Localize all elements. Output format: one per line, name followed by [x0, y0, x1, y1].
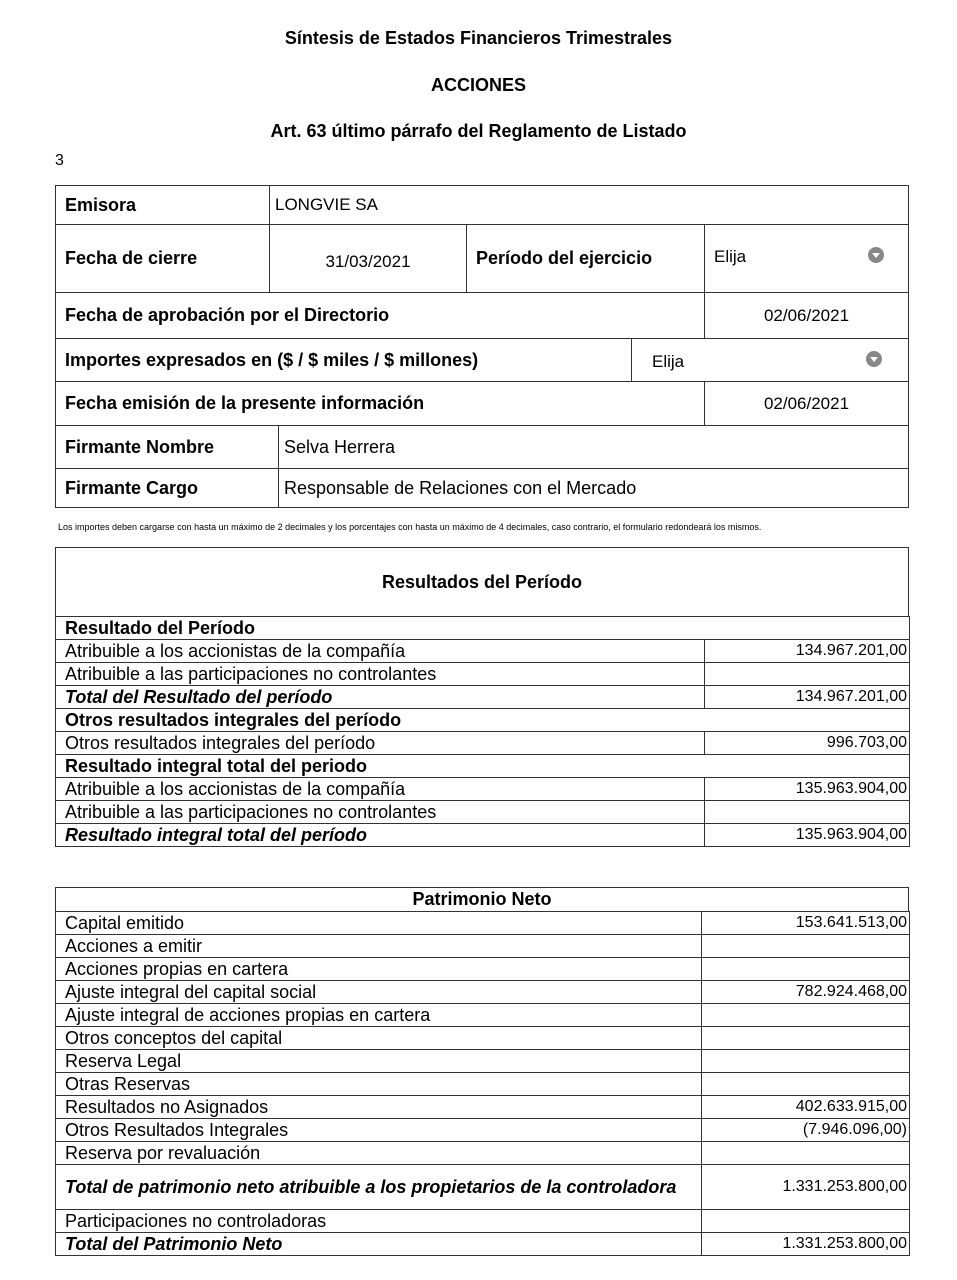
fecha-cierre-label: Fecha de cierre	[55, 224, 270, 293]
table-row	[56, 1027, 910, 1050]
row-label: Otras Reservas	[56, 1073, 702, 1096]
table-row	[56, 1233, 910, 1256]
chevron-down-icon[interactable]	[866, 351, 882, 367]
row-value[interactable]	[702, 1027, 910, 1050]
table-row	[56, 801, 910, 824]
fecha-cierre-field[interactable]: 31/03/2021	[269, 224, 467, 293]
row-label: Atribuible a los accionistas de la compañía	[56, 778, 705, 801]
fecha-emision-label: Fecha emisión de la presente información	[55, 381, 705, 426]
table-row	[56, 824, 910, 847]
row-value[interactable]: 1.331.253.800,00	[702, 1233, 910, 1256]
table-row	[56, 1210, 910, 1233]
document-subtitle: ACCIONES	[430, 75, 526, 95]
table-row	[56, 732, 910, 755]
row-value[interactable]	[702, 1004, 910, 1027]
firmante-nombre-label: Firmante Nombre	[55, 425, 279, 469]
importes-dropdown-value: Elija	[652, 352, 685, 371]
row-label: Acciones a emitir	[56, 935, 702, 958]
periodo-dropdown-value: Elija	[714, 247, 747, 266]
row-value[interactable]: 153.641.513,00	[702, 912, 910, 935]
chevron-down-icon[interactable]	[868, 247, 884, 263]
table-row	[56, 981, 910, 1004]
emisora-label: Emisora	[55, 185, 270, 225]
row-label: Reserva Legal	[56, 1050, 702, 1073]
row-label: Otros resultados integrales del período	[56, 732, 705, 755]
row-label: Atribuible a las participaciones no controlantes	[56, 663, 705, 686]
periodo-dropdown[interactable]	[704, 224, 909, 293]
regulation-reference: Art. 63 último párrafo del Reglamento de Listado	[270, 121, 687, 141]
table-row	[56, 935, 910, 958]
row-value[interactable]	[702, 958, 910, 981]
row-label: Total de patrimonio neto atribuible a los propietarios de la controladora	[56, 1165, 702, 1210]
firmante-nombre-field[interactable]: Selva Herrera	[278, 425, 909, 469]
importes-dropdown[interactable]	[631, 338, 909, 382]
row-label: Reserva por revaluación	[56, 1142, 702, 1165]
row-label: Total del Patrimonio Neto	[56, 1233, 702, 1256]
resultados-table	[55, 616, 910, 847]
table-row	[56, 1165, 910, 1210]
row-value[interactable]: 134.967.201,00	[705, 686, 910, 709]
row-value[interactable]	[702, 1050, 910, 1073]
table-row	[56, 1073, 910, 1096]
table-row	[56, 1096, 910, 1119]
table-row	[56, 1119, 910, 1142]
row-value[interactable]	[705, 801, 910, 824]
row-label: Resultado integral total del período	[56, 824, 705, 847]
row-value[interactable]: 1.331.253.800,00	[702, 1165, 910, 1210]
row-label: Atribuible a las participaciones no controlantes	[56, 801, 705, 824]
row-value[interactable]: 134.967.201,00	[705, 640, 910, 663]
row-label: Ajuste integral del capital social	[56, 981, 702, 1004]
table-row	[56, 640, 910, 663]
row-value[interactable]: 996.703,00	[705, 732, 910, 755]
row-value[interactable]	[705, 663, 910, 686]
firmante-cargo-label: Firmante Cargo	[55, 468, 279, 508]
row-label: Acciones propias en cartera	[56, 958, 702, 981]
patrimonio-title: Patrimonio Neto	[55, 887, 909, 912]
row-value[interactable]: 402.633.915,00	[702, 1096, 910, 1119]
page-number: 3	[55, 152, 64, 169]
document-title: Síntesis de Estados Financieros Trimestrales	[284, 28, 673, 48]
row-label: Ajuste integral de acciones propias en cartera	[56, 1004, 702, 1027]
table-row	[56, 709, 910, 732]
table-row	[56, 686, 910, 709]
row-value[interactable]	[702, 1210, 910, 1233]
fecha-aprobacion-field[interactable]: 02/06/2021	[704, 292, 909, 339]
resultados-title: Resultados del Período	[55, 547, 909, 617]
row-label: Resultados no Asignados	[56, 1096, 702, 1119]
firmante-cargo-field[interactable]: Responsable de Relaciones con el Mercado	[278, 468, 909, 508]
row-value[interactable]	[702, 1142, 910, 1165]
row-value[interactable]	[702, 1073, 910, 1096]
row-label: Atribuible a los accionistas de la compañía	[56, 640, 705, 663]
row-label: Otros Resultados Integrales	[56, 1119, 702, 1142]
section-label: Otros resultados integrales del período	[56, 709, 910, 732]
fecha-emision-field[interactable]: 02/06/2021	[704, 381, 909, 426]
row-value[interactable]: 782.924.468,00	[702, 981, 910, 1004]
rounding-note: Los importes deben cargarse con hasta un máximo de 2 decimales y los porcentajes con hasta un máximo de 4 decimales, caso contrario, el formulario redondeará los mismos.	[58, 522, 762, 532]
table-row	[56, 912, 910, 935]
row-label: Otros conceptos del capital	[56, 1027, 702, 1050]
row-label: Participaciones no controladoras	[56, 1210, 702, 1233]
fecha-aprobacion-label: Fecha de aprobación por el Directorio	[55, 292, 705, 339]
periodo-label: Período del ejercicio	[466, 224, 705, 293]
row-value[interactable]: 135.963.904,00	[705, 824, 910, 847]
emisora-field[interactable]: LONGVIE SA	[269, 185, 909, 225]
table-row	[56, 778, 910, 801]
row-label: Total del Resultado del período	[56, 686, 705, 709]
importes-label: Importes expresados en ($ / $ miles / $ millones)	[55, 338, 632, 382]
row-value[interactable]: 135.963.904,00	[705, 778, 910, 801]
table-row	[56, 1142, 910, 1165]
table-row	[56, 958, 910, 981]
section-label: Resultado integral total del periodo	[56, 755, 910, 778]
row-value[interactable]: (7.946.096,00)	[702, 1119, 910, 1142]
patrimonio-table	[55, 911, 910, 1256]
table-row	[56, 1004, 910, 1027]
table-row	[56, 663, 910, 686]
section-label: Resultado del Período	[56, 617, 910, 640]
table-row	[56, 1050, 910, 1073]
table-row	[56, 755, 910, 778]
row-label: Capital emitido	[56, 912, 702, 935]
table-row	[56, 617, 910, 640]
row-value[interactable]	[702, 935, 910, 958]
